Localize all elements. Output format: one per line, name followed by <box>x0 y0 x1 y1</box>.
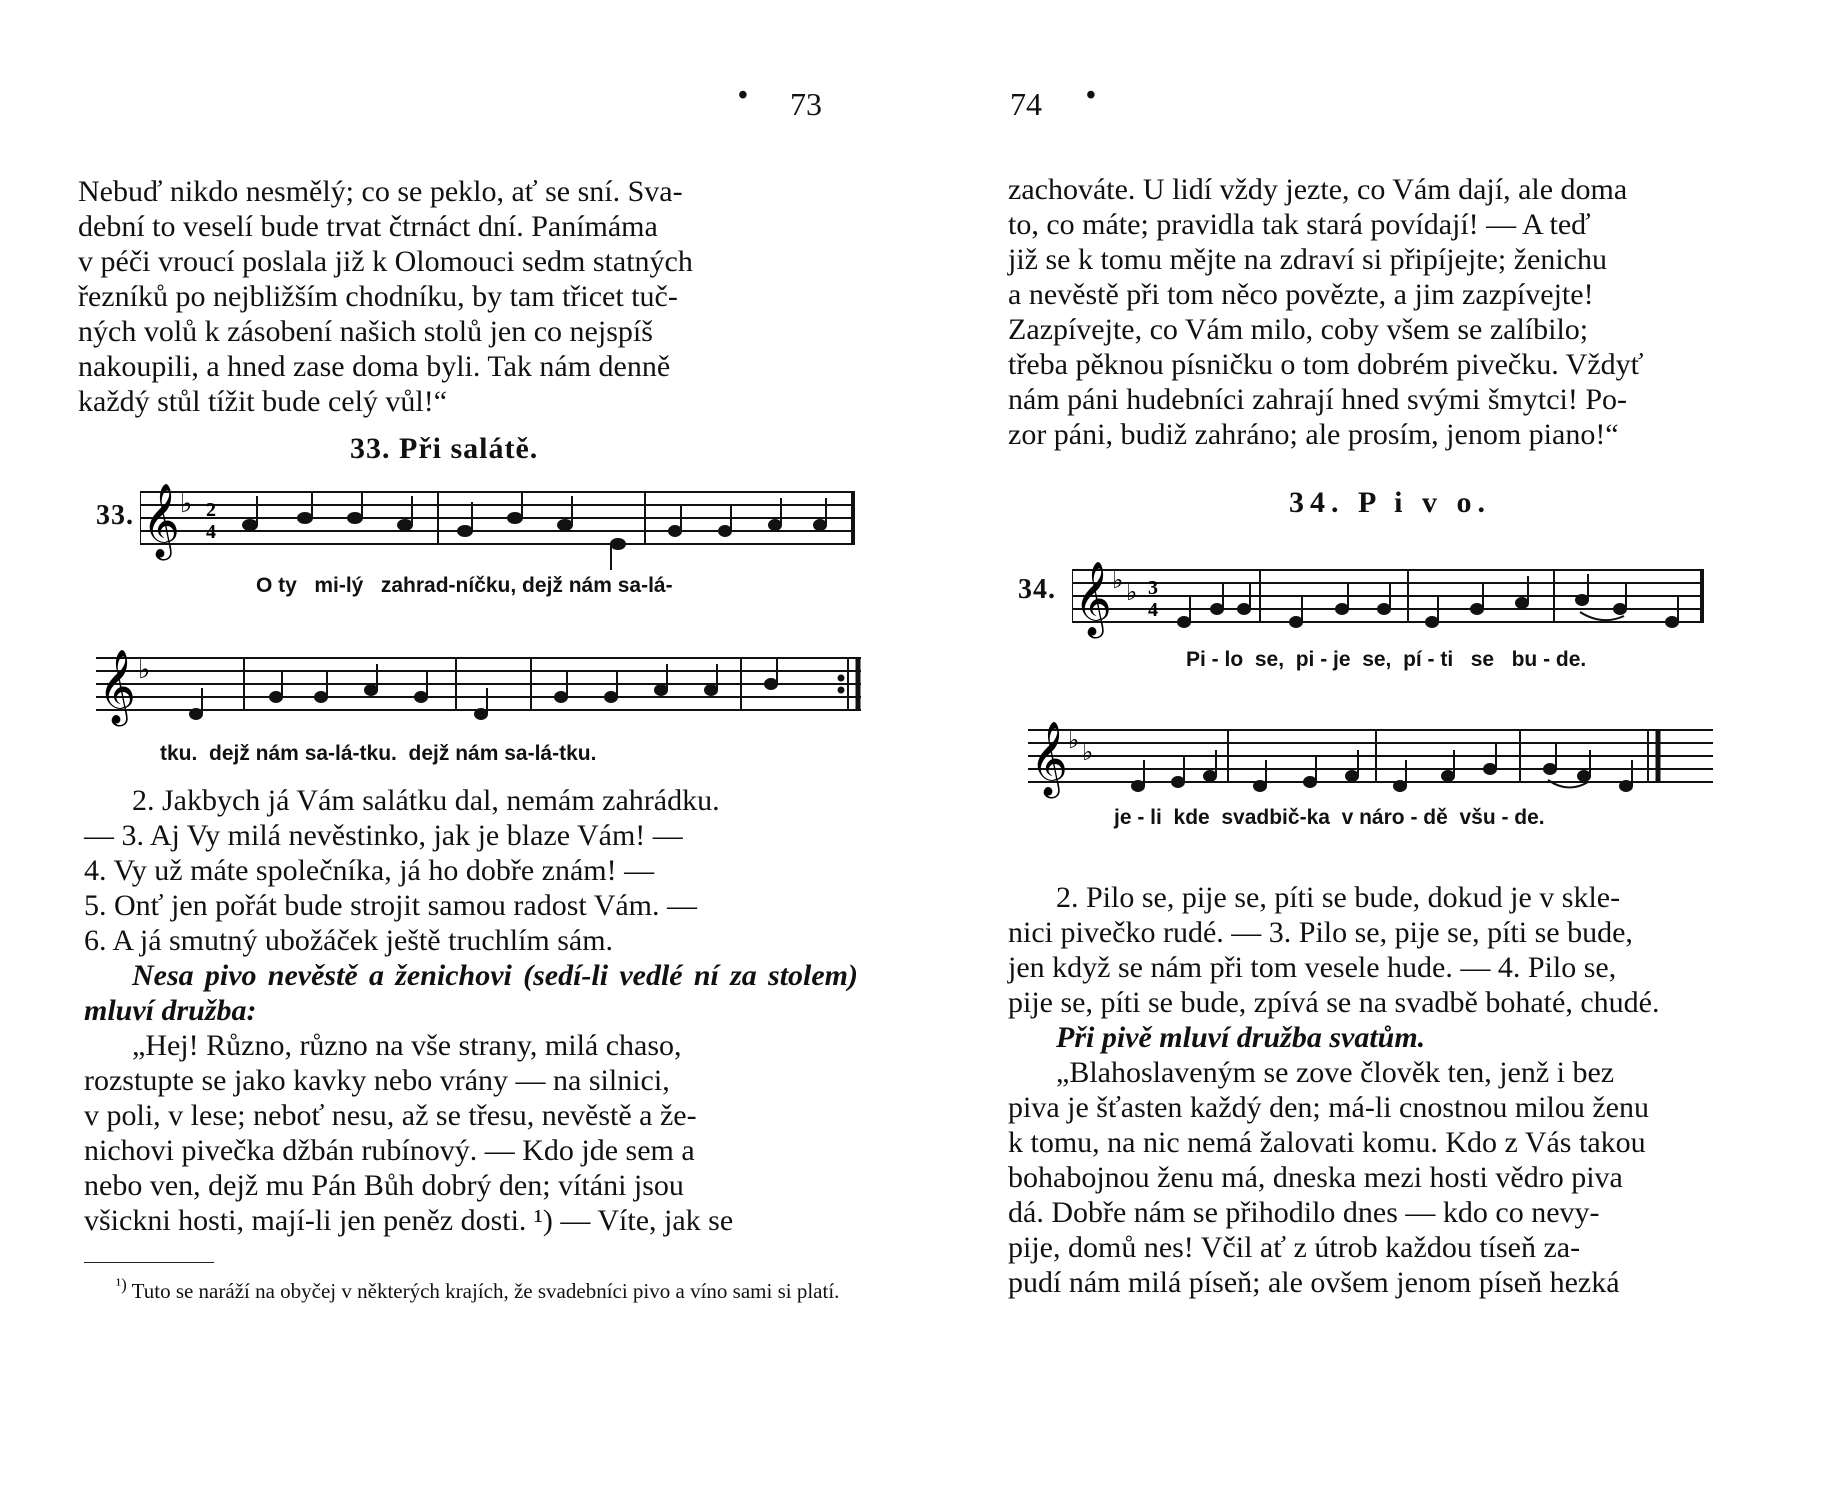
speech-line: dá. Dobře nám se přihodilo dnes — kdo co nevy- <box>1008 1196 1600 1229</box>
music-staff <box>96 650 866 730</box>
music-staff <box>1072 560 1712 640</box>
song-title: 34. P i v o. <box>1289 486 1492 519</box>
svg-text:♭: ♭ <box>180 489 193 519</box>
verse-line: nici pivečko rudé. — 3. Pilo se, pije se, píti se bude, <box>1008 916 1633 949</box>
text-line: Nebuď nikdo nesmělý; co se peklo, ať se sní. Sva- <box>78 175 683 208</box>
song-number: 34. <box>1018 574 1056 605</box>
page-mark-dot: • <box>738 80 748 111</box>
footnote-divider <box>84 1262 214 1263</box>
speech-line: v poli, v lese; neboť nesu, až se třesu, nevěstě a že- <box>84 1099 697 1132</box>
opening-paragraph <box>78 174 858 419</box>
verse-line: pije se, píti se bude, zpívá se na svadbě bohaté, chudé. <box>1008 986 1660 1019</box>
verses <box>1008 880 1778 1300</box>
text-line: v péči vroucí poslala již k Olomouci sedm statných <box>78 245 693 278</box>
page-number: 73 <box>790 86 822 122</box>
speech-line: nebo ven, dejž mu Pán Bůh dobrý den; vítáni jsou <box>84 1169 684 1202</box>
verse-line: — 3. Aj Vy milá nevěstinko, jak je blaze Vám! — <box>84 819 683 852</box>
footnote-text: Tuto se naráží na obyčej v některých krajích, že svadebníci pivo a víno sami si platí. <box>131 1279 840 1303</box>
svg-text:4: 4 <box>206 521 216 543</box>
song-number: 33. <box>96 500 134 531</box>
song-title: 33. Při salátě. <box>350 432 539 465</box>
page-number: 74 <box>1010 86 1042 122</box>
verse-line: 6. A já smutný ubožáček ještě truchlím sám. <box>84 924 614 957</box>
speech-line: bohabojnou ženu má, dneska mezi hosti vědro piva <box>1008 1161 1623 1194</box>
svg-text:2: 2 <box>206 499 216 521</box>
page-mark-dot: • <box>1086 80 1096 111</box>
speech-line: k tomu, na nic nemá žalovati komu. Kdo z Vás takou <box>1008 1126 1646 1159</box>
text-line: to, co máte; pravidla tak stará povídají! — A teď <box>1008 208 1591 241</box>
verse-line: 5. Onť jen pořát bude strojit samou radost Vám. — <box>84 889 698 922</box>
svg-text:♭: ♭ <box>1126 578 1138 606</box>
opening-paragraph <box>1008 172 1778 452</box>
song-lyrics-line: je - li kde svadbič-ka v náro - dě všu - de. <box>1114 806 1545 829</box>
text-line: ných volů k zásobení našich stolů jen co nejspíš <box>78 315 653 348</box>
footnote-mark: ¹) <box>116 1275 127 1294</box>
footnote <box>116 1272 861 1304</box>
speech-line: pudí nám milá píseň; ale ovšem jenom píseň hezká <box>1008 1266 1620 1299</box>
speech-line: nichovi pivečka džbán rubínový. — Kdo jde sem a <box>84 1134 695 1167</box>
treble-clef-icon: 𝄞 <box>1074 562 1112 636</box>
speech-line: piva je šťasten každý den; má-li cnostnou milou ženu <box>1008 1091 1649 1124</box>
svg-text:3: 3 <box>1148 577 1158 599</box>
song-lyrics-line: Pi - lo se, pi - je se, pí - ti se bu - de. <box>1186 648 1587 671</box>
treble-clef-icon: 𝄞 <box>1030 722 1068 796</box>
treble-clef-icon: 𝄞 <box>142 484 180 558</box>
verses <box>84 783 858 1238</box>
svg-text:♭: ♭ <box>1068 726 1080 754</box>
music-staff <box>140 482 860 572</box>
text-line: zor páni, budiž zahráno; ale prosím, jenom piano!“ <box>1008 418 1619 451</box>
text-line: již se k tomu mějte na zdraví si připíjejte; ženichu <box>1008 243 1607 276</box>
verse-line: jen když se nám při tom vesele hude. — 4. Pilo se, <box>1008 951 1617 984</box>
svg-text:♭: ♭ <box>1112 566 1124 594</box>
svg-text:4: 4 <box>1148 599 1158 621</box>
text-line: každý stůl tížit bude celý vůl!“ <box>78 385 448 418</box>
text-line: nám páni hudebníci zahrají hned svými šmytci! Po- <box>1008 383 1628 416</box>
stage-instruction: Při pivě mluví družba svatům. <box>1056 1021 1426 1054</box>
verse-line: 2. Jakbych já Vám salátku dal, nemám zahrádku. <box>132 784 720 817</box>
text-line: zachováte. U lidí vždy jezte, co Vám dají, ale doma <box>1008 173 1628 206</box>
treble-clef-icon: 𝄞 <box>98 650 136 724</box>
speech-line: všickni hosti, mají-li jen peněz dosti. ¹) — Víte, jak se <box>84 1204 734 1237</box>
speech-line: „Hej! Různo, různo na vše strany, milá chaso, <box>132 1029 682 1062</box>
verse-line: 4. Vy už máte společníka, já ho dobře znám! — <box>84 854 655 887</box>
text-line: a nevěstě při tom něco povězte, a jim zazpívejte! <box>1008 278 1594 311</box>
music-staff <box>1028 720 1718 800</box>
svg-text:♭: ♭ <box>138 655 151 685</box>
speech-line: rozstupte se jako kavky nebo vrány — na silnici, <box>84 1064 670 1097</box>
speech-line: pije, domů nes! Včil ať z útrob každou tíseň za- <box>1008 1231 1581 1264</box>
text-line: řezníků po nejbližším chodníku, by tam třicet tuč- <box>78 280 678 313</box>
speech-line: „Blahoslaveným se zove člověk ten, jenž i bez <box>1056 1056 1615 1089</box>
svg-text:♭: ♭ <box>1082 738 1094 766</box>
song-lyrics-line: O ty mi-lý zahrad-níčku, dejž nám sa-lá- <box>256 574 673 597</box>
stage-instruction: Nesa pivo nevěstě a ženichovi (sedí-li vedlé ní za stolem) mluví družba: <box>84 959 858 1027</box>
right-page <box>924 0 1848 1500</box>
text-line: nakoupili, a hned zase doma byli. Tak nám denně <box>78 350 671 383</box>
song-lyrics-line: tku. dejž nám sa-lá-tku. dejž nám sa-lá-tku. <box>160 742 597 765</box>
text-line: dební to veselí bude trvat čtrnáct dní. Panímáma <box>78 210 658 243</box>
text-line: Zazpívejte, co Vám milo, coby všem se zalíbilo; <box>1008 313 1589 346</box>
verse-line: 2. Pilo se, pije se, píti se bude, dokud je v skle- <box>1056 881 1621 914</box>
text-line: třeba pěknou písničku o tom dobrém pivečku. Vždyť <box>1008 348 1644 381</box>
